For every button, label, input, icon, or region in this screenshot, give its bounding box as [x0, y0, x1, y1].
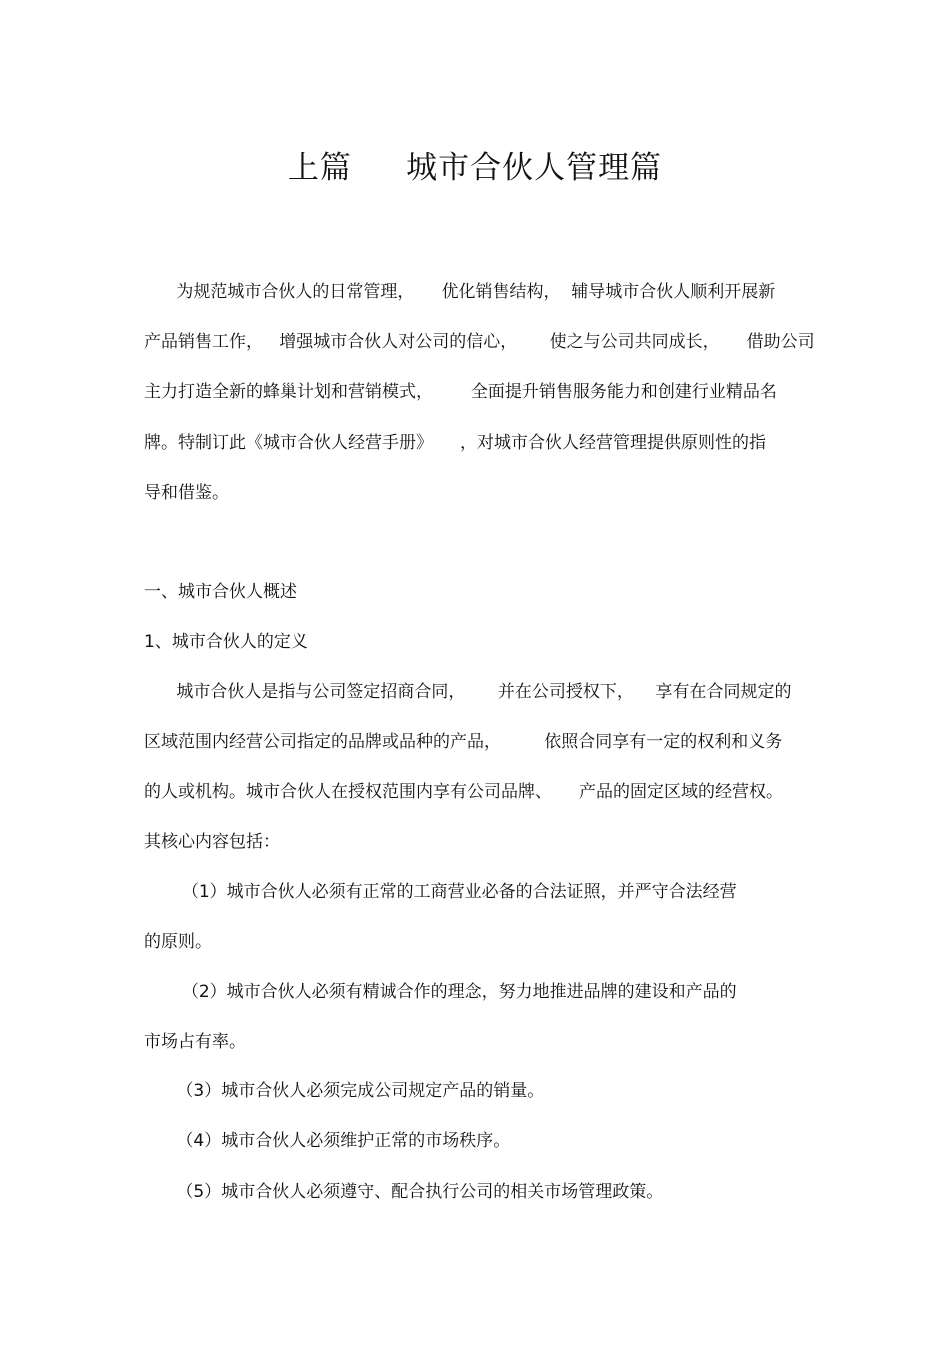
list-item: （1）城市合伙人必须有正常的工商营业必备的合法证照，并严守合法经营 — [144, 882, 737, 902]
list-item: （3）城市合伙人必须完成公司规定产品的销量。 — [144, 1081, 545, 1101]
list-item: 的原则。 — [144, 932, 212, 952]
definition-line: 区域范围内经营公司指定的品牌或品种的产品， 依照合同享有一定的权利和义务 — [144, 732, 783, 752]
list-item: （4）城市合伙人必须维护正常的市场秩序。 — [144, 1131, 511, 1151]
intro-line: 产品销售工作， 增强城市合伙人对公司的信心， 使之与公司共同成长， 借助公司 — [144, 332, 815, 352]
intro-line: 主力打造全新的蜂巢计划和营销模式， 全面提升销售服务能力和创建行业精品名 — [144, 382, 777, 402]
intro-line: 导和借鉴。 — [144, 483, 229, 503]
subsection-heading: 1、城市合伙人的定义 — [144, 632, 308, 652]
definition-line: 城市合伙人是指与公司签定招商合同， 并在公司授权下， 享有在合同规定的 — [144, 682, 792, 702]
intro-line: 牌。特制订此《城市合伙人经营手册》 ，对城市合伙人经营管理提供原则性的指 — [144, 433, 767, 453]
list-item: （2）城市合伙人必须有精诚合作的理念，努力地推进品牌的建设和产品的 — [144, 982, 737, 1002]
document-title: 上篇 城市合伙人管理篇 — [287, 150, 663, 186]
section-heading: 一、城市合伙人概述 — [144, 582, 297, 602]
intro-line: 为规范城市合伙人的日常管理， 优化销售结构， 辅导城市合伙人顺利开展新 — [144, 282, 776, 302]
definition-line: 其核心内容包括： — [144, 832, 280, 852]
definition-line: 的人或机构。城市合伙人在授权范围内享有公司品牌、 产品的固定区域的经营权。 — [144, 782, 784, 802]
list-item: 市场占有率。 — [144, 1032, 246, 1052]
list-item: （5）城市合伙人必须遵守、配合执行公司的相关市场管理政策。 — [144, 1182, 664, 1202]
